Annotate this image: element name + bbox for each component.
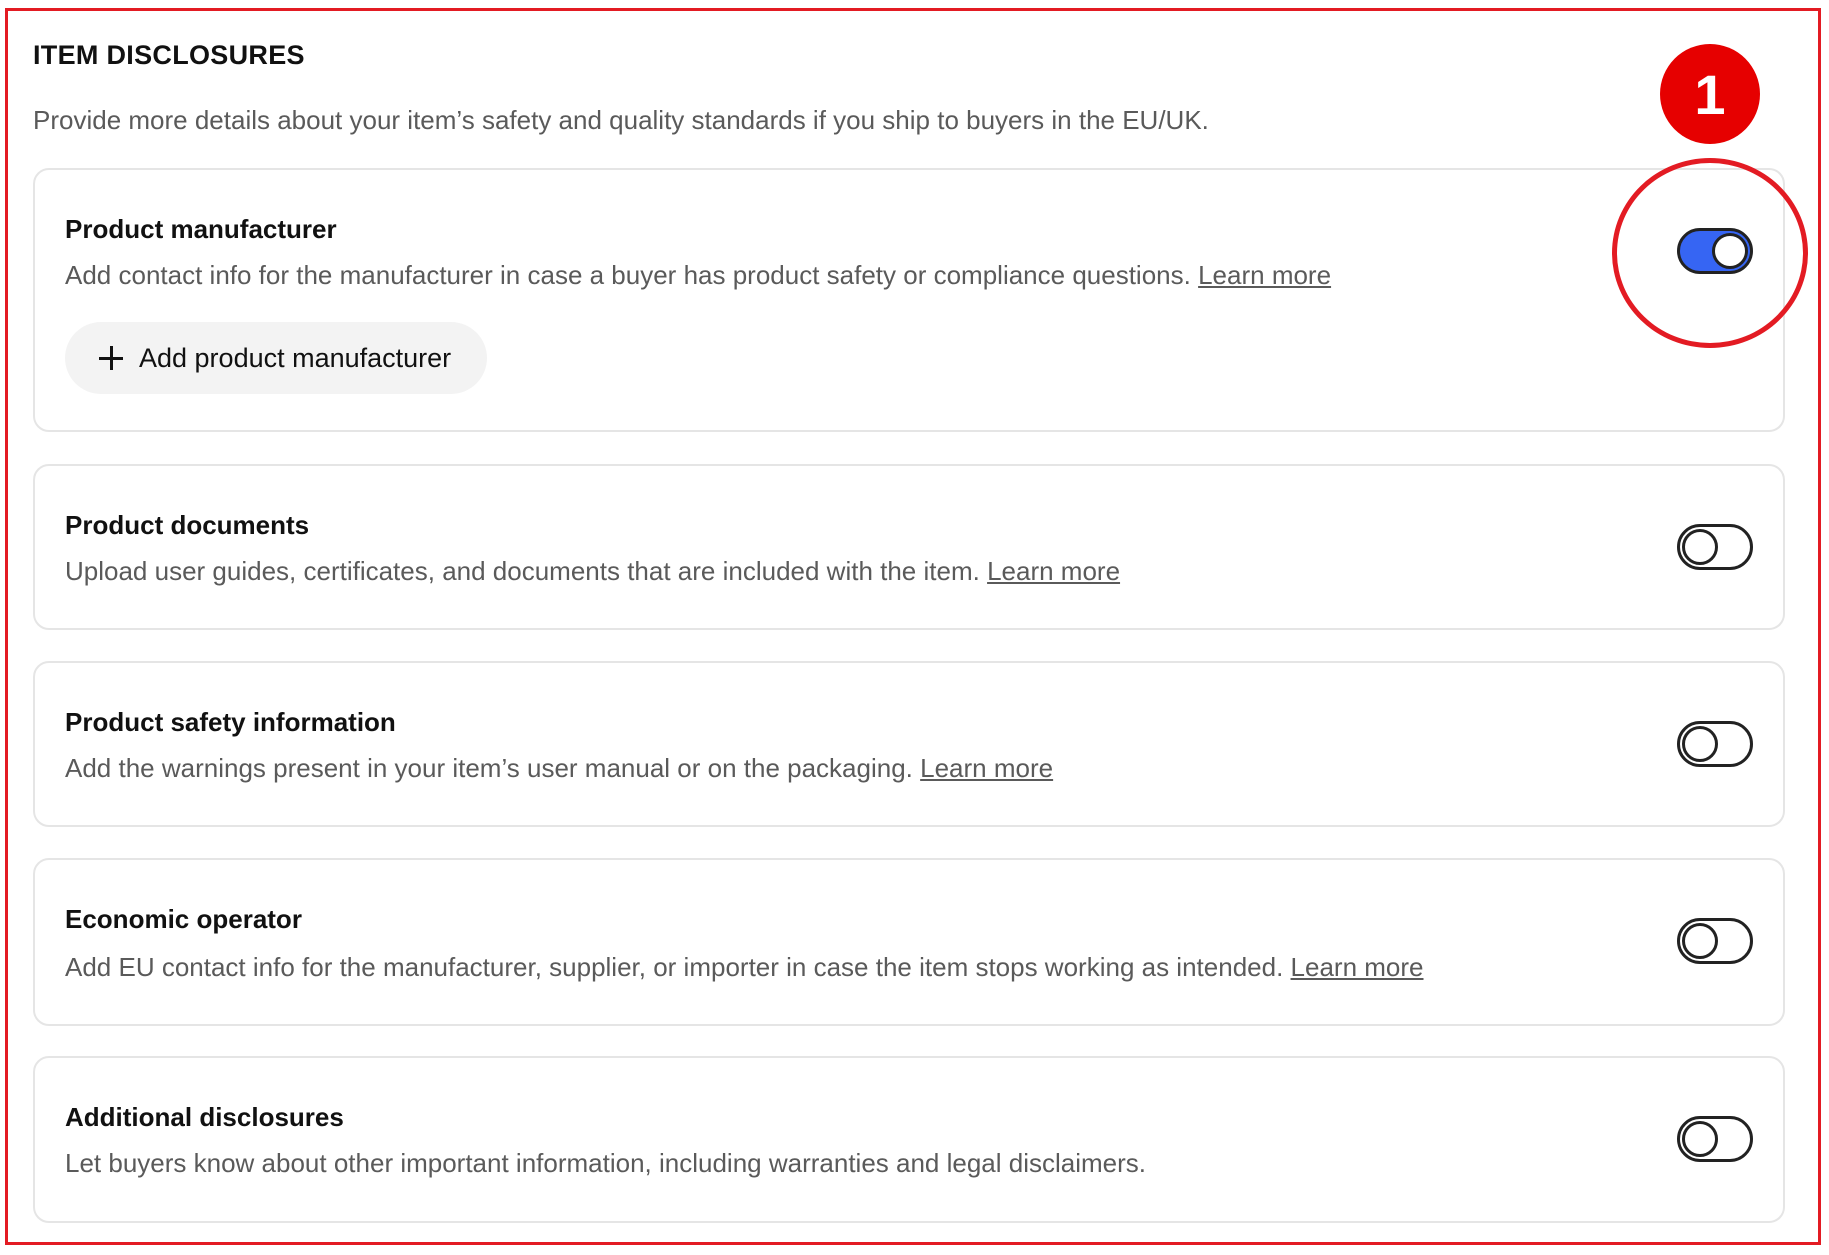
toggle-knob bbox=[1682, 1121, 1718, 1157]
add-product-manufacturer-button[interactable] bbox=[65, 322, 487, 394]
card-description bbox=[65, 1148, 1146, 1179]
card-title: Product manufacturer bbox=[65, 214, 337, 244]
card-additional-disclosures bbox=[33, 1056, 1785, 1223]
toggle-knob bbox=[1682, 529, 1718, 565]
additional-disclosures-toggle[interactable] bbox=[1677, 1116, 1753, 1162]
toggle-knob bbox=[1682, 726, 1718, 762]
toggle-knob bbox=[1682, 923, 1718, 959]
card-title: Product safety information bbox=[65, 707, 396, 737]
card-product-manufacturer bbox=[33, 168, 1785, 432]
card-title: Product documents bbox=[65, 510, 310, 540]
plus-icon bbox=[99, 346, 123, 370]
card-economic-operator bbox=[33, 858, 1785, 1026]
card-description-text: Add the warnings present in your item’s user manual or on the packaging. bbox=[65, 753, 913, 783]
annotation-circle bbox=[1612, 158, 1808, 348]
learn-more-link[interactable]: Learn more bbox=[1198, 260, 1332, 290]
section-title: ITEM DISCLOSURES bbox=[33, 40, 305, 70]
card-description bbox=[65, 952, 1424, 983]
learn-more-link[interactable]: Learn more bbox=[920, 753, 1054, 783]
learn-more-link[interactable]: Learn more bbox=[987, 556, 1121, 586]
annotation-badge: 1 bbox=[1660, 44, 1760, 144]
card-title: Economic operator bbox=[65, 904, 302, 934]
card-description bbox=[65, 753, 1053, 784]
card-description bbox=[65, 260, 1331, 291]
card-title: Additional disclosures bbox=[65, 1102, 344, 1132]
add-product-manufacturer-label: Add product manufacturer bbox=[139, 342, 452, 373]
card-description bbox=[65, 556, 1120, 587]
card-description-text: Upload user guides, certificates, and documents that are included with the item. bbox=[65, 556, 980, 586]
section-subtitle: Provide more details about your item’s safety and quality standards if you ship to buyers in the EU/UK. bbox=[33, 105, 1209, 135]
card-product-safety-information bbox=[33, 661, 1785, 827]
economic-operator-toggle[interactable] bbox=[1677, 918, 1753, 964]
card-description-text: Add EU contact info for the manufacturer, supplier, or importer in case the item stops working as intended. bbox=[65, 952, 1284, 982]
card-description-text: Let buyers know about other important information, including warranties and legal disclaimers. bbox=[65, 1148, 1147, 1178]
card-description-text: Add contact info for the manufacturer in case a buyer has product safety or compliance questions. bbox=[65, 260, 1191, 290]
product-documents-toggle[interactable] bbox=[1677, 524, 1753, 570]
card-product-documents bbox=[33, 464, 1785, 630]
learn-more-link[interactable]: Learn more bbox=[1290, 952, 1424, 982]
product-safety-information-toggle[interactable] bbox=[1677, 721, 1753, 767]
